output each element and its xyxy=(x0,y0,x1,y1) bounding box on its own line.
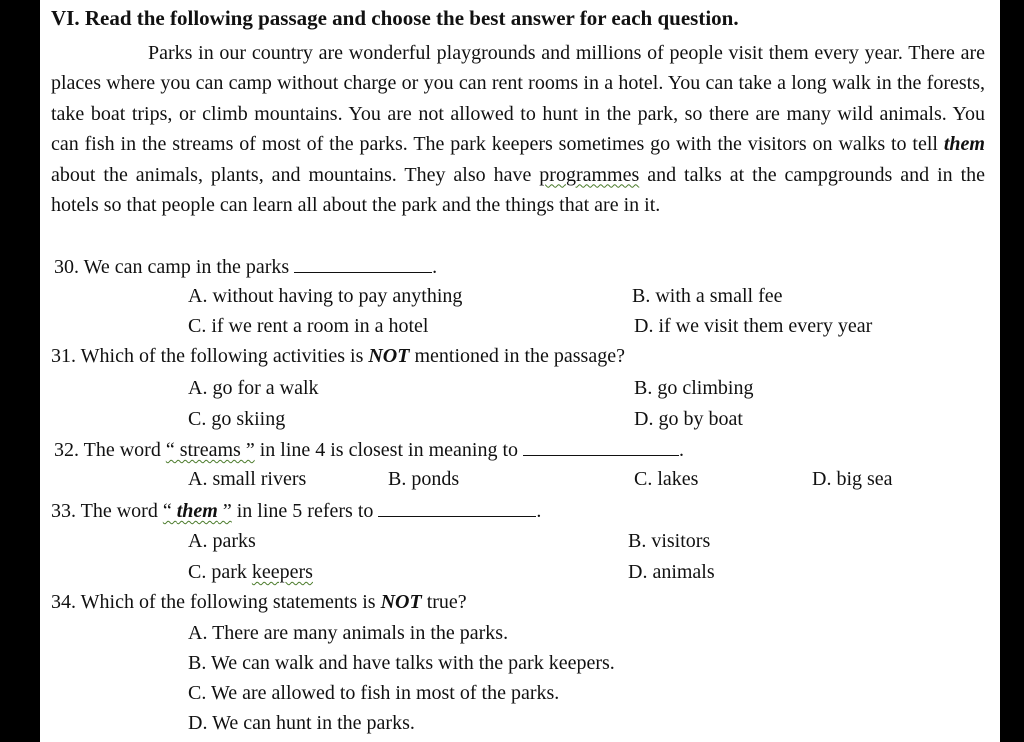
q34-option-d: D. We can hunt in the parks. xyxy=(188,712,415,734)
question-30 xyxy=(54,254,437,279)
question-31-post: mentioned in the passage? xyxy=(409,345,625,367)
passage-word-them: them xyxy=(943,133,985,156)
q33-option-a: A. parks xyxy=(188,530,256,552)
question-30-end: . xyxy=(432,256,438,278)
question-33-end: . xyxy=(536,500,542,522)
passage-text-3: and talks at the campgrounds and in the hotels so that people can learn all about the park and the things that are in it. xyxy=(51,163,986,217)
question-32-post: in line 4 is closest in meaning to xyxy=(254,439,519,461)
q32-option-d: D. big sea xyxy=(812,468,893,490)
question-31-pre: 31. Which of the following activities is xyxy=(51,345,369,367)
section-heading: VI. Read the following passage and choose the best answer for each question. xyxy=(51,6,739,30)
question-33-word: “ them ” xyxy=(162,500,232,522)
question-32-word: “ streams ” xyxy=(165,439,255,461)
worksheet-page xyxy=(40,0,1000,742)
q30-option-b: B. with a small fee xyxy=(632,285,783,307)
question-34 xyxy=(51,591,467,614)
answer-blank-33 xyxy=(378,498,536,517)
reading-passage xyxy=(51,38,985,220)
q30-option-d: D. if we visit them every year xyxy=(634,315,873,337)
question-33 xyxy=(51,498,541,523)
q34-option-c: C. We are allowed to fish in most of the parks. xyxy=(188,682,560,704)
passage-text-2: about the animals, plants, and mountains. They also have xyxy=(51,163,540,186)
answer-blank-30 xyxy=(294,254,432,273)
question-32-end: . xyxy=(679,439,685,461)
passage-paragraph xyxy=(51,38,985,220)
question-34-pre: 34. Which of the following statements is xyxy=(51,591,381,613)
q33-option-c: C. park keepers xyxy=(188,561,313,583)
q31-option-c: C. go skiing xyxy=(188,408,286,430)
question-33-post: in line 5 refers to xyxy=(231,500,374,522)
q31-option-a: A. go for a walk xyxy=(188,377,319,399)
question-34-not: NOT xyxy=(380,591,422,613)
q33-option-d: D. animals xyxy=(628,561,715,583)
q30-option-a: A. without having to pay anything xyxy=(188,285,463,307)
question-32-pre: 32. The word xyxy=(54,439,166,461)
q30-option-c: C. if we rent a room in a hotel xyxy=(188,315,429,337)
question-34-post: true? xyxy=(421,591,467,613)
question-32 xyxy=(54,437,684,462)
passage-text-1: Parks in our country are wonderful playgrounds and millions of people visit them every year. There are places where you can camp without charge or you can rent rooms in a hotel. You can take a long walk in the forests, take boat trips, or climb mountains. You are not allowed to hunt in the park, so there are many wild animals. You can fish in the streams of most of the parks. The park keepers sometimes go with the visitors on walks to tell xyxy=(51,42,985,156)
q32-option-a: A. small rivers xyxy=(188,468,307,490)
answer-blank-32 xyxy=(523,437,679,456)
question-30-stem: 30. We can camp in the parks xyxy=(54,256,290,278)
q31-option-d: D. go by boat xyxy=(634,408,743,430)
q34-option-b: B. We can walk and have talks with the park keepers. xyxy=(188,652,615,674)
q32-option-c: C. lakes xyxy=(634,468,699,490)
q31-option-b: B. go climbing xyxy=(634,377,754,399)
q34-option-a: A. There are many animals in the parks. xyxy=(188,622,509,644)
question-31 xyxy=(51,345,625,368)
q33-option-b: B. visitors xyxy=(628,530,711,552)
question-33-pre: 33. The word xyxy=(51,500,163,522)
passage-word-programmes: programmes xyxy=(539,163,640,186)
q32-option-b: B. ponds xyxy=(388,468,460,490)
question-31-not: NOT xyxy=(368,345,410,367)
